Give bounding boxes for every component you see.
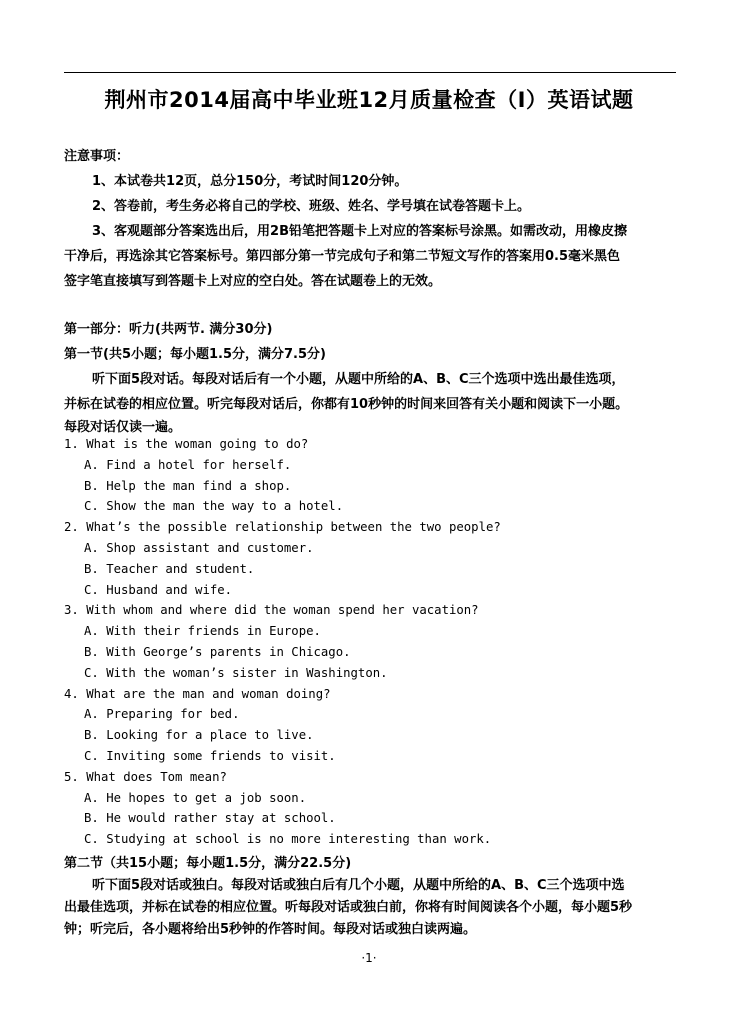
question-4-option-a: A. Preparing for bed. (84, 707, 240, 721)
question-2-option-c: C. Husband and wife. (84, 583, 233, 597)
header-rule (64, 72, 676, 73)
question-1-option-b: B. Help the man find a shop. (84, 479, 292, 493)
note-3-cont-2: 签字笔直接填写到答题卡上对应的空白处。答在试题卷上的无效。 (64, 274, 442, 289)
question-2: 2. What’s the possible relationship between the two people? (64, 520, 501, 534)
section2-heading: 第二节（共15小题；每小题1.5分，满分22.5分) (64, 856, 352, 871)
question-5: 5. What does Tom mean? (64, 770, 227, 784)
section2-instructions: 听下面5段对话或独白。每段对话或独白后有几个小题，从题中所给的A、B、C三个选项中选 (92, 878, 625, 893)
question-2-option-a: A. Shop assistant and customer. (84, 541, 314, 555)
section1-instructions-cont: 每段对话仅读一遍。 (64, 420, 182, 435)
note-3-cont-1: 干净后，再选涂其它答案标号。第四部分第一节完成句子和第二节短文写作的答案用0.5毫米黑色 (64, 249, 621, 264)
question-4: 4. What are the man and woman doing? (64, 687, 331, 701)
section2-instructions-cont: 钟；听完后，各小题将给出5秒钟的作答时间。每段对话或独白读两遍。 (64, 922, 477, 937)
page-title: 荆州市2014届高中毕业班12月质量检查（Ⅰ）英语试题 (104, 88, 634, 112)
note-1: 1、本试卷共12页，总分150分，考试时间120分钟。 (92, 174, 408, 189)
question-1: 1. What is the woman going to do? (64, 437, 309, 451)
part1-heading: 第一部分：听力(共两节. 满分30分) (64, 322, 273, 337)
section1-heading: 第一节(共5小题；每小题1.5分，满分7.5分) (64, 347, 326, 362)
question-1-option-a: A. Find a hotel for herself. (84, 458, 292, 472)
note-2: 2、答卷前，考生务必将自己的学校、班级、姓名、学号填在试卷答题卡上。 (92, 199, 531, 214)
question-1-option-c: C. Show the man the way to a hotel. (84, 499, 344, 513)
section1-instructions: 听下面5段对话。每段对话后有一个小题，从题中所给的A、B、C三个选项中选出最佳选项， (92, 372, 625, 387)
question-2-option-b: B. Teacher and student. (84, 562, 255, 576)
question-3-option-b: B. With George’s parents in Chicago. (84, 645, 351, 659)
notes-heading: 注意事项： (64, 149, 130, 164)
question-5-option-a: A. He hopes to get a job soon. (84, 791, 307, 805)
question-3-option-c: C. With the woman’s sister in Washington. (84, 666, 388, 680)
question-5-option-c: C. Studying at school is no more interesting than work. (84, 832, 492, 846)
section1-instructions-cont: 并标在试卷的相应位置。听完每段对话后，你都有10秒钟的时间来回答有关小题和阅读下一小题。 (64, 397, 629, 412)
section2-instructions-cont: 出最佳选项，并标在试卷的相应位置。听每段对话或独白前，你将有时间阅读各个小题，每小题5秒 (64, 900, 633, 915)
note-3: 3、客观题部分答案选出后，用2B铅笔把答题卡上对应的答案标号涂黑。如需改动，用橡皮擦 (92, 224, 628, 239)
question-3-option-a: A. With their friends in Europe. (84, 624, 321, 638)
page-number: ·1· (361, 951, 377, 965)
question-4-option-b: B. Looking for a place to live. (84, 728, 314, 742)
question-5-option-b: B. He would rather stay at school. (84, 811, 336, 825)
question-3: 3. With whom and where did the woman spend her vacation? (64, 603, 479, 617)
question-4-option-c: C. Inviting some friends to visit. (84, 749, 336, 763)
